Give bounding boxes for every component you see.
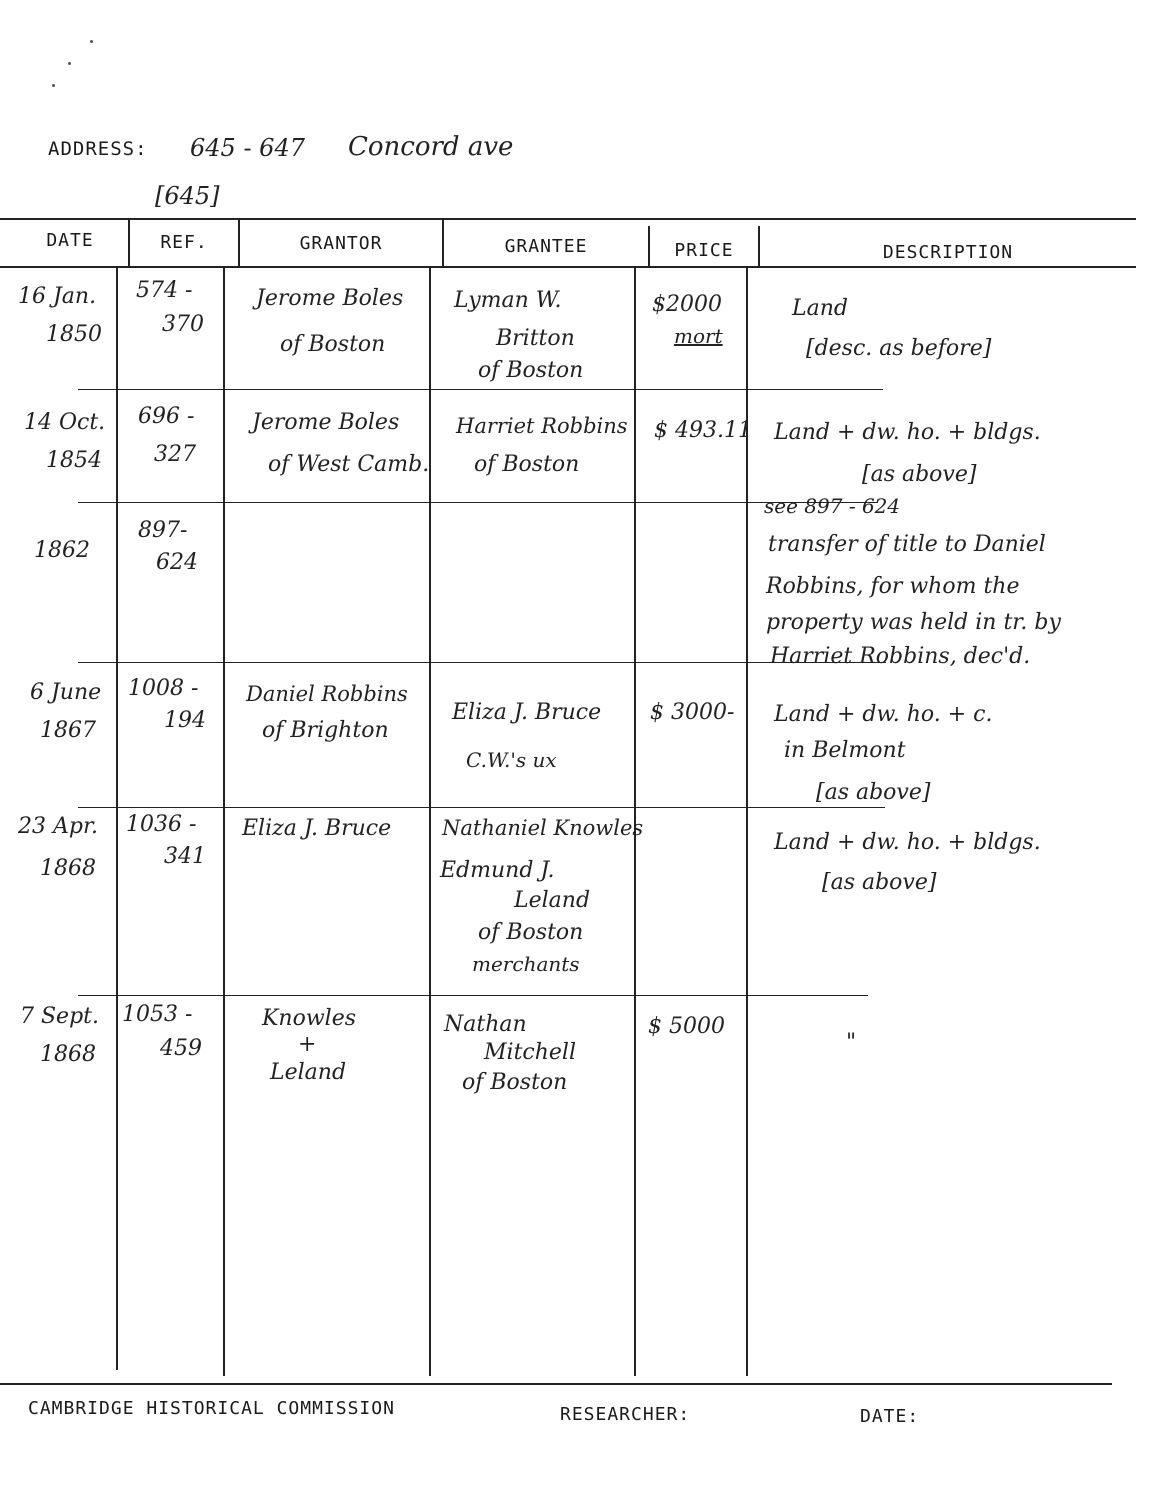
entry-date: 6 June [30, 680, 102, 705]
entry-price: $ 493.11 [654, 418, 752, 443]
entry-ref: 459 [160, 1036, 202, 1061]
entry-ref: 624 [156, 550, 198, 575]
entry-description: [desc. as before] [806, 336, 992, 361]
entry-description: [as above] [816, 780, 931, 805]
entry-ref: 1053 - [122, 1002, 193, 1027]
column-header-description: DESCRIPTION [882, 242, 1014, 263]
footer-researcher-label: RESEARCHER: [560, 1404, 691, 1425]
entry-date: 14 Oct. [24, 410, 106, 435]
entry-description: see 897 - 624 [764, 494, 901, 518]
entry-grantee: of Boston [478, 358, 584, 383]
entry-description: Land + dw. ho. + bldgs. [774, 420, 1041, 445]
entry-grantee: Harriet Robbins [456, 414, 628, 438]
entry-date: 23 Apr. [18, 814, 99, 839]
footer-commission: CAMBRIDGE HISTORICAL COMMISSION [28, 1398, 395, 1419]
column-header-grantee: GRANTEE [504, 236, 588, 257]
entry-grantor: Jerome Boles [252, 410, 400, 435]
entry-description: transfer of title to Daniel [768, 532, 1046, 557]
row-separator [78, 995, 868, 996]
entry-ref: 1036 - [126, 812, 197, 837]
entry-grantee: of Boston [474, 452, 580, 477]
entry-description: Land + dw. ho. + c. [774, 702, 993, 727]
entry-date: 1868 [40, 856, 96, 881]
row-separator [78, 502, 878, 503]
entry-grantee: Nathan [444, 1012, 527, 1037]
entry-grantor: Knowles [262, 1006, 357, 1031]
address-street: Concord ave [348, 132, 514, 162]
footer-date-label: DATE: [860, 1406, 920, 1427]
entry-grantee: Britton [496, 326, 575, 351]
entry-price: $2000 [652, 292, 722, 317]
entry-price: mort [674, 324, 723, 348]
entry-grantee: Leland [514, 888, 591, 913]
paper-speck [52, 84, 55, 87]
entry-grantee: Lyman W. [454, 288, 562, 313]
entry-grantor: Leland [270, 1060, 347, 1085]
entry-grantor: of West Camb. [268, 452, 430, 477]
entry-grantee: Eliza J. Bruce [452, 700, 602, 725]
entry-ref: 574 - [136, 278, 193, 303]
entry-description: " [846, 1030, 857, 1055]
entry-ref: 897- [138, 518, 188, 543]
column-header-grantor: GRANTOR [299, 233, 383, 254]
entry-date: 7 Sept. [20, 1004, 99, 1029]
column-header-ref: REF. [160, 232, 208, 253]
entry-grantee: C.W.'s ux [466, 748, 557, 772]
entry-ref: 194 [164, 708, 206, 733]
entry-date: 1867 [40, 718, 96, 743]
entry-grantee: Edmund J. [440, 858, 555, 883]
entry-description: [as above] [822, 870, 937, 895]
entry-price: $ 3000- [650, 700, 735, 725]
entry-ref: 327 [154, 442, 196, 467]
entry-description: Land + dw. ho. + bldgs. [774, 830, 1041, 855]
row-separator [78, 389, 883, 390]
row-separator [78, 662, 886, 663]
entry-grantor: Daniel Robbins [246, 682, 408, 706]
entry-description: Land [792, 296, 848, 321]
entry-date: 1854 [46, 448, 102, 473]
entry-date: 1862 [34, 538, 90, 563]
entry-grantee: Mitchell [484, 1040, 576, 1065]
entry-description: Robbins, for whom the [766, 574, 1020, 599]
column-divider [429, 266, 431, 1376]
entry-ref: 341 [164, 844, 206, 869]
footer-rule [0, 1383, 1112, 1385]
entry-date: 1850 [46, 322, 102, 347]
entry-description: in Belmont [784, 738, 906, 763]
entry-ref: 370 [162, 312, 204, 337]
header-bottom-rule [0, 266, 1136, 268]
row-separator [78, 807, 885, 808]
entry-grantee: of Boston [478, 920, 584, 945]
entry-date: 16 Jan. [18, 284, 97, 309]
entry-ref: 1008 - [128, 676, 199, 701]
entry-grantee: Nathaniel Knowles [442, 816, 644, 840]
address-number: 645 - 647 [190, 134, 305, 162]
entry-grantor: of Brighton [262, 718, 389, 743]
entry-grantee: merchants [472, 952, 580, 976]
column-divider [116, 266, 118, 1370]
entry-price: $ 5000 [648, 1014, 725, 1039]
entry-date: 1868 [40, 1042, 96, 1067]
entry-grantor: of Boston [280, 332, 386, 357]
entry-description: property was held in tr. by [766, 610, 1061, 635]
entry-grantor: Eliza J. Bruce [242, 816, 392, 841]
entry-description: Harriet Robbins, dec'd. [770, 644, 1031, 669]
entry-grantee: of Boston [462, 1070, 568, 1095]
column-divider [223, 266, 225, 1376]
entry-ref: 696 - [138, 404, 195, 429]
table-top-rule [0, 218, 1136, 220]
entry-grantor: + [298, 1032, 317, 1057]
address-label: ADDRESS: [48, 138, 148, 160]
entry-description: [as above] [862, 462, 977, 487]
address-note: [645] [155, 182, 220, 210]
entry-grantor: Jerome Boles [256, 286, 404, 311]
paper-speck [90, 40, 93, 43]
column-header-price: PRICE [674, 240, 734, 261]
column-header-date: DATE [46, 230, 94, 251]
paper-speck [68, 62, 71, 65]
